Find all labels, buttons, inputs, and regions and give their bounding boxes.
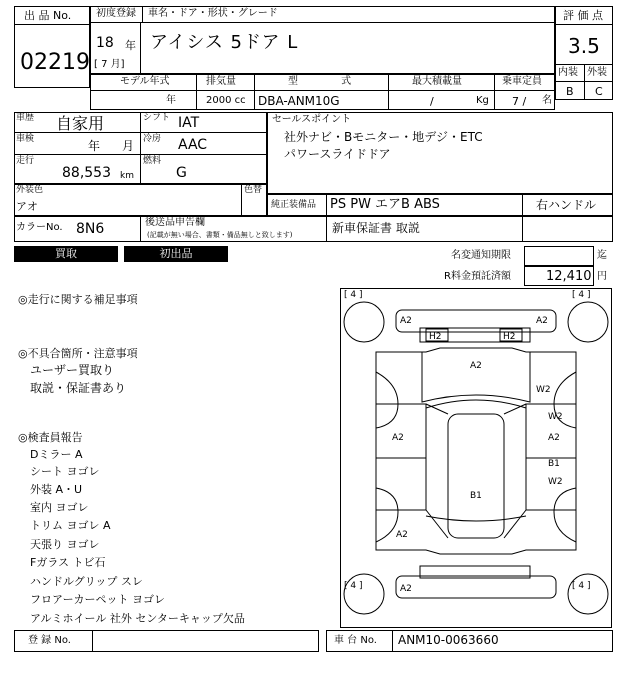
mark-left-front-door: A2 [392, 433, 404, 443]
name-change-box [524, 246, 594, 266]
mark-right-rear-door-upper: A2 [548, 433, 560, 443]
later-parts-note: (記載が無い場合、書類・備品無しと致します) [147, 231, 293, 239]
mark-headlight-right: H2 [503, 332, 516, 342]
inspector-line: フロアーカーペット ヨゴレ [30, 593, 165, 606]
mark-hood: A2 [470, 361, 482, 371]
exterior-color-value: アオ [16, 200, 38, 213]
defect-notes-title: ◎不具合箇所・注意事項 [18, 347, 138, 360]
sales-line-2: パワースライドドア [284, 147, 391, 161]
mark-front-bumper-left: A2 [400, 316, 412, 326]
ac-label: 冷房 [143, 134, 162, 144]
mark-left-rear-quarter: A2 [396, 530, 408, 540]
name-change-unit: 迄 [597, 250, 607, 261]
warranty-value: 新車保証書 取説 [332, 221, 420, 235]
type-value: DBA-ANM10G [258, 94, 340, 108]
car-name: アイシス 5ドア L [150, 32, 299, 53]
load-unit: Kg [476, 95, 489, 106]
inspector-title: ◎検査員報告 [18, 431, 83, 444]
color-no-label: カラーNo. [16, 222, 63, 233]
genuine-value: PS PW エアB ABS [330, 197, 440, 212]
interior-label: 内装 [558, 67, 578, 78]
tire-front-left [344, 302, 384, 342]
model-year-unit: 年 [166, 95, 176, 106]
registration-label: 登 録 No. [28, 635, 71, 646]
load-value: / [430, 95, 434, 108]
mark-headlight-left: H2 [429, 332, 442, 342]
grade-label: 評 価 点 [563, 9, 603, 22]
recycle-label: R料金預託済額 [444, 271, 511, 282]
driving-notes-title: ◎走行に関する補足事項 [18, 293, 138, 306]
recycle-value: 12,410 [546, 269, 592, 284]
inspector-line: Dミラー A [30, 448, 83, 461]
lot-number: 02219 [20, 50, 90, 75]
tire-rear-left [344, 574, 384, 614]
ac-value: AAC [178, 137, 208, 153]
tire-label-rear-right: [ 4 ] [572, 581, 591, 591]
mark-right-rear-quarter: W2 [548, 477, 563, 487]
capacity-value: 7 / [512, 95, 527, 108]
mileage-label: 走行 [16, 156, 35, 166]
capacity-label: 乗車定員 [502, 76, 542, 87]
name-change-label: 名変通知期限 [451, 250, 511, 261]
tire-rear-right [568, 574, 608, 614]
capacity-unit: 名 [542, 95, 552, 106]
lot-label: 出 品 No. [24, 9, 72, 22]
fuel-value: G [176, 165, 187, 181]
handle-value: 右ハンドル [536, 198, 597, 212]
reg-label: 初度登録 [96, 8, 136, 19]
inspection-year: 年 [88, 139, 101, 153]
color-box [14, 184, 267, 216]
tire-label-front-left: [ 4 ] [344, 290, 363, 300]
interior-grade: B [566, 85, 574, 98]
first-listing-button[interactable]: 初出品 [124, 246, 228, 262]
fuel-label: 燃料 [143, 156, 162, 166]
load-label: 最大積載量 [412, 76, 462, 87]
mark-right-front-fender: W2 [536, 385, 551, 395]
later-parts-label: 後送品申告欄 [145, 217, 205, 228]
chassis-value: ANM10-0063660 [398, 633, 499, 647]
buy-button[interactable]: 買取 [14, 246, 118, 262]
history-label: 車歴 [16, 113, 35, 123]
exterior-label: 外装 [587, 67, 607, 78]
sales-line-1: 社外ナビ・Bモニター・地デジ・ETC [284, 130, 483, 144]
reg-year: 18 [96, 35, 114, 51]
model-year-label: モデル年式 [120, 76, 170, 87]
inspector-line: 外装 A・U [30, 483, 83, 496]
tire-label-front-right: [ 4 ] [572, 290, 591, 300]
shift-label: シフト [143, 113, 171, 123]
car-label: 車名・ドア・形状・グレード [148, 8, 278, 19]
type-label: 型 式 [288, 76, 352, 87]
inspector-line: アルミホイール 社外 センターキャップ欠品 [30, 612, 245, 625]
displacement-value: 2000 cc [206, 95, 246, 106]
inspector-line: 天張り ヨゴレ [30, 538, 100, 551]
inspector-line: ハンドルグリップ スレ [30, 575, 143, 588]
tire-front-right [568, 302, 608, 342]
genuine-label: 純正装備品 [271, 200, 317, 210]
mark-roof: B1 [470, 491, 482, 501]
exterior-grade: C [595, 85, 603, 98]
color-no-value: 8N6 [76, 221, 105, 237]
sales-label: セールスポイント [272, 114, 352, 125]
inspector-line: トリム ヨゴレ A [30, 519, 111, 532]
defect-line: ユーザー買取り [30, 363, 115, 377]
car-damage-diagram [340, 288, 612, 628]
color-change-label: 色替 [244, 185, 263, 195]
chassis-label: 車 台 No. [334, 635, 377, 646]
mileage-unit: km [120, 171, 134, 181]
inspection-label: 車検 [16, 134, 35, 144]
history-value: 自家用 [56, 114, 105, 133]
defect-line: 取説・保証書あり [30, 381, 127, 395]
inspection-month: 月 [122, 139, 135, 153]
shift-value: IAT [178, 115, 200, 131]
year-unit: 年 [125, 39, 136, 52]
mark-right-rear-door: B1 [548, 459, 560, 469]
mileage-value: 88,553 [62, 165, 111, 181]
displacement-label: 排気量 [206, 76, 236, 87]
inspector-line: Fガラス トビ石 [30, 556, 106, 569]
exterior-color-label: 外装色 [16, 185, 44, 195]
mark-rear-bumper: A2 [400, 584, 412, 594]
mark-front-bumper-right: A2 [536, 316, 548, 326]
reg-month: [ 7 月] [94, 59, 125, 70]
inspector-line: シート ヨゴレ [30, 465, 100, 478]
mark-right-front-door: W2 [548, 412, 563, 422]
inspector-line: 室内 ヨゴレ [30, 501, 89, 514]
tire-label-rear-left: [ 4 ] [344, 581, 363, 591]
grade-value: 3.5 [568, 34, 600, 58]
recycle-unit: 円 [597, 271, 607, 282]
